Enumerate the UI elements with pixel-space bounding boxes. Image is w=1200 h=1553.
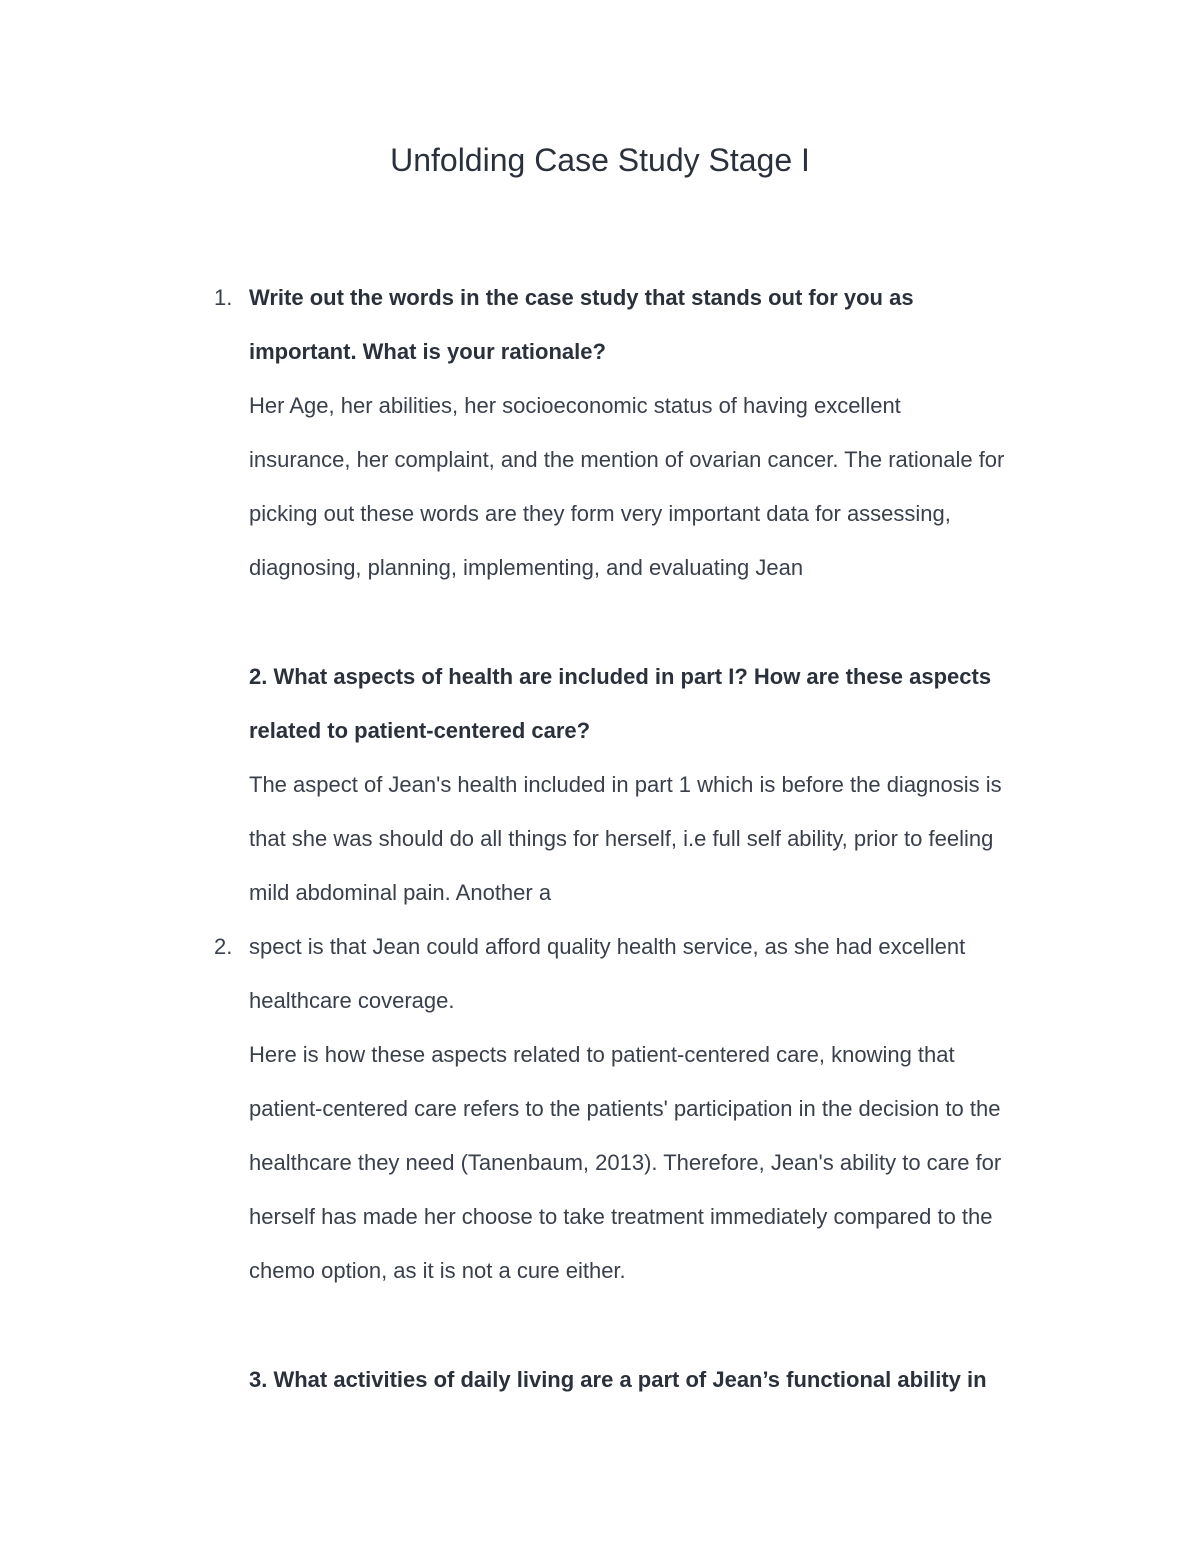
list-number-1: 1. [214, 285, 233, 310]
answer-1-line-3: picking out these words are they form very important data for assessing, [249, 501, 951, 526]
answer-1-line-1: Her Age, her abilities, her socioeconomic status of having excellent [249, 393, 901, 418]
answer-2-line-8: healthcare they need (Tanenbaum, 2013). Therefore, Jean's ability to care for [249, 1150, 1002, 1175]
question-3-line-1: 3. What activities of daily living are a part of Jean’s functional ability in [249, 1367, 987, 1392]
question-1-line-2: important. What is your rationale? [249, 339, 606, 364]
answer-2-line-6: Here is how these aspects related to patient-centered care, knowing that [249, 1042, 955, 1067]
question-2-line-1: 2. What aspects of health are included in part I? How are these aspects [249, 664, 992, 689]
answer-2-line-7: patient-centered care refers to the patients' participation in the decision to the [249, 1096, 1001, 1121]
answer-2-line-1: The aspect of Jean's health included in part 1 which is before the diagnosis is [249, 772, 1002, 797]
answer-2-line-9: herself has made her choose to take treatment immediately compared to the [249, 1204, 993, 1229]
answer-2-line-2: that she was should do all things for herself, i.e full self ability, prior to feeling [249, 826, 994, 851]
question-2-line-2: related to patient-centered care? [249, 718, 591, 743]
answer-2-line-4: spect is that Jean could afford quality health service, as she had excellent [249, 934, 966, 959]
answer-2-line-5: healthcare coverage. [249, 988, 455, 1013]
answer-2-line-10: chemo option, as it is not a cure either. [249, 1258, 626, 1283]
question-1-line-1: Write out the words in the case study that stands out for you as [249, 285, 914, 310]
list-number-2: 2. [214, 934, 233, 959]
page-title: Unfolding Case Study Stage I [390, 142, 810, 178]
answer-1-line-2: insurance, her complaint, and the mention of ovarian cancer. The rationale for [249, 447, 1005, 472]
answer-1-line-4: diagnosing, planning, implementing, and evaluating Jean [249, 555, 804, 580]
answer-2-line-3: mild abdominal pain. Another a [249, 880, 552, 905]
